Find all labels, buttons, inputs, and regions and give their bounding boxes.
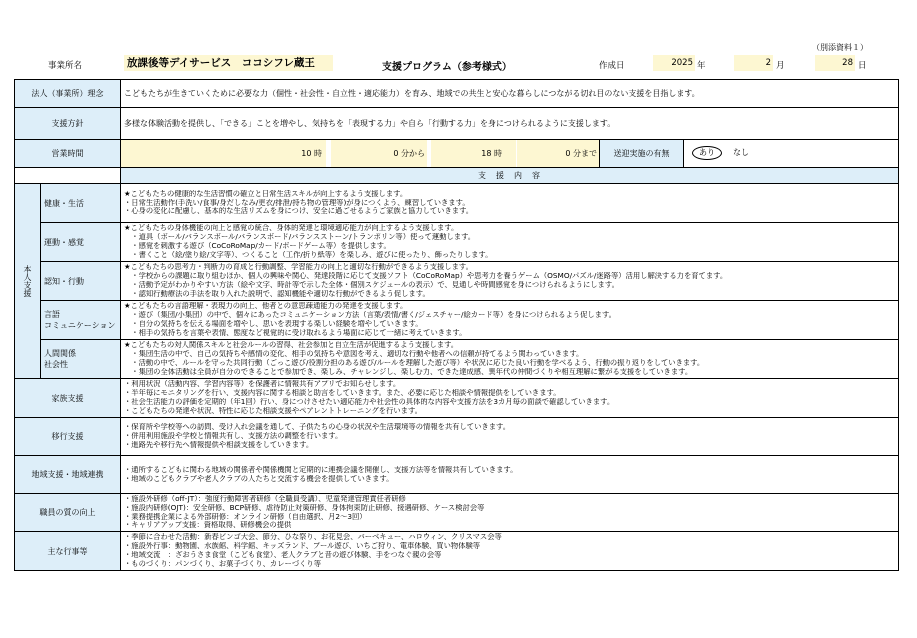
content-line: ・地域のこどもクラブや老人クラブの人たちと交流する機会を提供していきます。 <box>124 474 394 483</box>
month-unit: 月 <box>776 61 785 71</box>
self-support-row-motor <box>15 223 899 262</box>
philosophy-text: こどもたちが生きていくために必要な力（個性・社会性・自立性・適応能力）を育み、地域での共生と安心な暮らしにつながる切れ目のない支援を目指します。 <box>121 80 899 108</box>
office-label: 事業所名 <box>48 61 83 71</box>
content-line: ・半年毎にモニタリングを行い、支援内容に関する相談と助言をしていきます。また、必要に応じた相談や情報提供をしていきます。 <box>124 389 561 398</box>
content-line: ・道具（ボール/バランスボール/バランスボード/バランスストーン/トランポリン等）使って運動します。 <box>124 233 476 242</box>
transition-support-row <box>15 418 899 456</box>
section-label: 主な行事等 <box>15 532 121 571</box>
end-minute: 0 <box>565 149 571 158</box>
content-line: ・地域交流 ：ざおうさま食堂（こども食堂）、老人クラブと昔の遊び体験、手をつなぐ親の会等 <box>124 551 442 559</box>
content-line: ★こどもたちの言語理解・表現力の向上、他者との意思疎通能力の発達を支援します。 <box>124 302 408 311</box>
created-label: 作成日 <box>599 61 625 71</box>
content-line: ・施設外研修（off-JT）：強度行動障害者研修（全職員受講）、児童発達管理責任者研修 <box>124 494 406 503</box>
transport-yes: あり <box>692 146 722 160</box>
self-support-row-language <box>15 301 899 340</box>
content-line: ・利用状況（活動内容、学習内容等）を保護者に情報共有アプリでお知らせします。 <box>124 380 401 389</box>
until-unit: 分まで <box>573 149 597 158</box>
annex-label: （別添資料１） <box>812 43 868 52</box>
self-support-category: 人間関係 社会性 <box>41 340 121 379</box>
content-line: ・併用利用施設や学校と情報共有し、支援方法の調整を行います。 <box>124 432 343 441</box>
content-line: ・通所するこどもに関わる地域の関係者や関係機関と定期的に連携会議を開催し、支援方法等を情報共有していきます。 <box>124 465 518 474</box>
staff-quality-row <box>15 494 899 532</box>
content-line: ・保育所や学校等への訪問、受け入れ会議を通して、子供たちの心身の状況や生活環境等の情報を共有していきます。 <box>124 423 511 432</box>
section-label: 地域支援・地域連携 <box>15 456 121 494</box>
self-support-category: 運動・感覚 <box>41 223 121 262</box>
hours-row <box>15 140 899 168</box>
section-label: 家族支援 <box>15 379 121 418</box>
community-support-row <box>15 456 899 494</box>
from-unit: 分から <box>401 149 425 158</box>
support-header: 支 援 内 容 <box>121 168 899 184</box>
content-line: ★こどもたちの思考力・判断力の育成と行動調整、学習能力の向上と適切な行動ができるよう支援します。 <box>124 263 473 272</box>
section-content <box>121 456 899 494</box>
support-program-table <box>14 79 899 571</box>
section-label: 移行支援 <box>15 418 121 456</box>
transport-label: 送迎実施の有無 <box>599 140 684 167</box>
end-hour-unit: 時 <box>494 149 502 158</box>
self-support-category: 健康・生活 <box>41 184 121 223</box>
content-line: ・相手の気持ちを言葉や表情、態度など視覚的に受け取れるよう場面に応じて一緒に考えていきます。 <box>124 328 467 337</box>
office-name: 放課後等デイサービス ココシフレ蔵王 <box>124 55 333 71</box>
self-support-row-social <box>15 340 899 379</box>
content-line: ★こどもたちの身体機能の向上と感覚の統合、身体的発達と環境適応能力が向上するよう支援します。 <box>124 224 459 233</box>
content-line: ・季節に合わせた活動：新春ビンゴ大会、節分、ひな祭り、お花見会、バーベキュー、ハロウィン、クリスマス会等 <box>124 533 502 542</box>
section-label: 職員の質の向上 <box>15 494 121 532</box>
year-value: 2025 <box>653 55 695 71</box>
self-support-category: 言語 コミュニケーション <box>41 301 121 340</box>
section-content <box>121 494 899 532</box>
self-support-content <box>121 184 899 223</box>
content-line: ・キャリアアップ支援：資格取得、研修機会の提供 <box>124 521 292 530</box>
content-line: ・進路先や移行先へ情報提供や相談支援をしていきます。 <box>124 440 314 449</box>
policy-row <box>15 108 899 140</box>
self-support-content <box>121 223 899 262</box>
family-support-row <box>15 379 899 418</box>
support-header-row <box>15 168 899 184</box>
hours-cell <box>121 140 899 168</box>
self-support-label: 本人支援 <box>23 265 32 297</box>
content-line: ・活動の中で、ルールを守った共同行動（ごっこ遊び/役割分担のある遊び/ルールを理解した遊び等）や状況に応じた良い行動を学べるよう、行動の振り返りをしていきます。 <box>124 359 705 367</box>
self-support-row-cognitive <box>15 262 899 301</box>
content-line: ・自分の気持ちを伝える場面を増やし、思いを表現する楽しい経験を増やしていきます。 <box>124 320 423 328</box>
content-line: ・施設内研修(OJT)：安全研修、BCP研修、虐待防止対策研修、身体拘束防止研修、接遇研修、ケース検討会等 <box>124 503 485 512</box>
document-title: 支援プログラム（参考様式） <box>382 62 512 73</box>
start-hour-unit: 時 <box>314 149 322 158</box>
events-row <box>15 532 899 571</box>
content-line: ・学校からの課題に取り組むほか、個人の興味や関心、発達段階に応じて支援ソフト（CoCoRoMap）や思考力を養うゲーム（OSMO/パズル/迷路等）活用し解決する力を育てます。 <box>124 272 728 281</box>
year-unit: 年 <box>697 61 706 71</box>
content-line: ・遊び（集団/小集団）の中で、個々にあったコミュニケーション方法（言葉/表情/書く/ジェスチャー/絵カード等）を身につけられるよう促します。 <box>124 311 616 320</box>
hours-label: 営業時間 <box>15 140 121 168</box>
content-line: ・集団生活の中で、自己の気持ちや感情の変化、相手の気持ちや意図を考え、適切な行動や他者への信頼が持てるよう関わっていきます。 <box>124 350 584 359</box>
section-content <box>121 532 899 571</box>
philosophy-row <box>15 80 899 108</box>
self-support-content <box>121 340 899 379</box>
content-line: ・集団の全体活動は全員が自分のできることで参加でき、楽しみ、チャレンジし、楽しむ力、できた達成感、異年代の仲間づくりや相互理解に繋がる支援をしていきます。 <box>124 367 693 376</box>
content-line: ・社会生活能力の評価を定期的（年1回）行い、身につけさせたい適応能力や社会性の具体的な内容や支援方法を3カ月毎の面談で確認していきます。 <box>124 398 615 406</box>
content-line: ・活動予定がわかりやすい方法（絵や文字、時計等で示した全体・個別スケジュールの表示）で、見通しや時間感覚を身につけられるようにします。 <box>124 281 619 289</box>
self-support-label-cell <box>15 184 41 379</box>
content-line: ・感覚を刺激する遊び（CoCoRoMap/カード/ボードゲーム等）を提供します。 <box>124 242 391 250</box>
content-line: ・日常生活動作(手洗い/食事/身だしなみ/更衣/排泄/持ち物の管理等)が身につくよう、練習していきます。 <box>124 198 470 207</box>
self-support-row-health <box>15 184 899 223</box>
content-line: ・ものづくり：パンづくり、お菓子づくり、カレーづくり等 <box>124 559 322 568</box>
content-line: ・心身の変化に配慮し、基本的な生活リズムを身につけ、安全に過ごせるようご家族と協力していきます。 <box>124 207 474 216</box>
section-content <box>121 379 899 418</box>
content-line: ・こどもたちの発達や状況、特性に応じた相談支援やペアレントトレーニングを行います。 <box>124 406 422 415</box>
self-support-content <box>121 301 899 340</box>
section-content <box>121 418 899 456</box>
content-line: ・認知行動療法の手法を取り入れた説明で、認知機能や適切な行動ができるよう促します。 <box>124 289 430 298</box>
content-line: ★こどもたちの健康的な生活習慣の確立と日常生活スキルが向上するよう支援します。 <box>124 189 408 198</box>
day-unit: 日 <box>858 61 867 71</box>
day-value: 28 <box>815 55 855 71</box>
end-hour: 18 <box>481 149 492 158</box>
month-value: 2 <box>734 55 773 71</box>
transport-no: なし <box>733 148 749 157</box>
policy-text: 多様な体験活動を提供し、「できる」ことを増やし、気持ちを「表現する力」や自ら「行動する力」を身につけられるように支援します。 <box>121 108 899 140</box>
content-line: ・業務提携企業による外部研修：オンライン研修（自由選択、月2～3回） <box>124 512 367 521</box>
self-support-category: 認知・行動 <box>41 262 121 301</box>
start-minute: 0 <box>393 149 399 158</box>
philosophy-label: 法人（事業所）理念 <box>15 80 121 108</box>
policy-label: 支援方針 <box>15 108 121 140</box>
content-line: ・施設外行事：動物園、水族館、科学館、キッズランド、プール遊び、いちご狩り、電車体験、買い物体験等 <box>124 542 481 551</box>
start-hour: 10 <box>301 149 312 158</box>
self-support-content <box>121 262 899 301</box>
content-line: ★こどもたちの対人関係スキルと社会ルールの習得、社会参加と自立生活が促進するよう支援します。 <box>124 341 459 350</box>
content-line: ・書くこと（絵/塗り絵/文字等）、つくること（工作/折り紙等）を楽しみ、遊びに使ったり、飾ったりします。 <box>124 250 493 259</box>
